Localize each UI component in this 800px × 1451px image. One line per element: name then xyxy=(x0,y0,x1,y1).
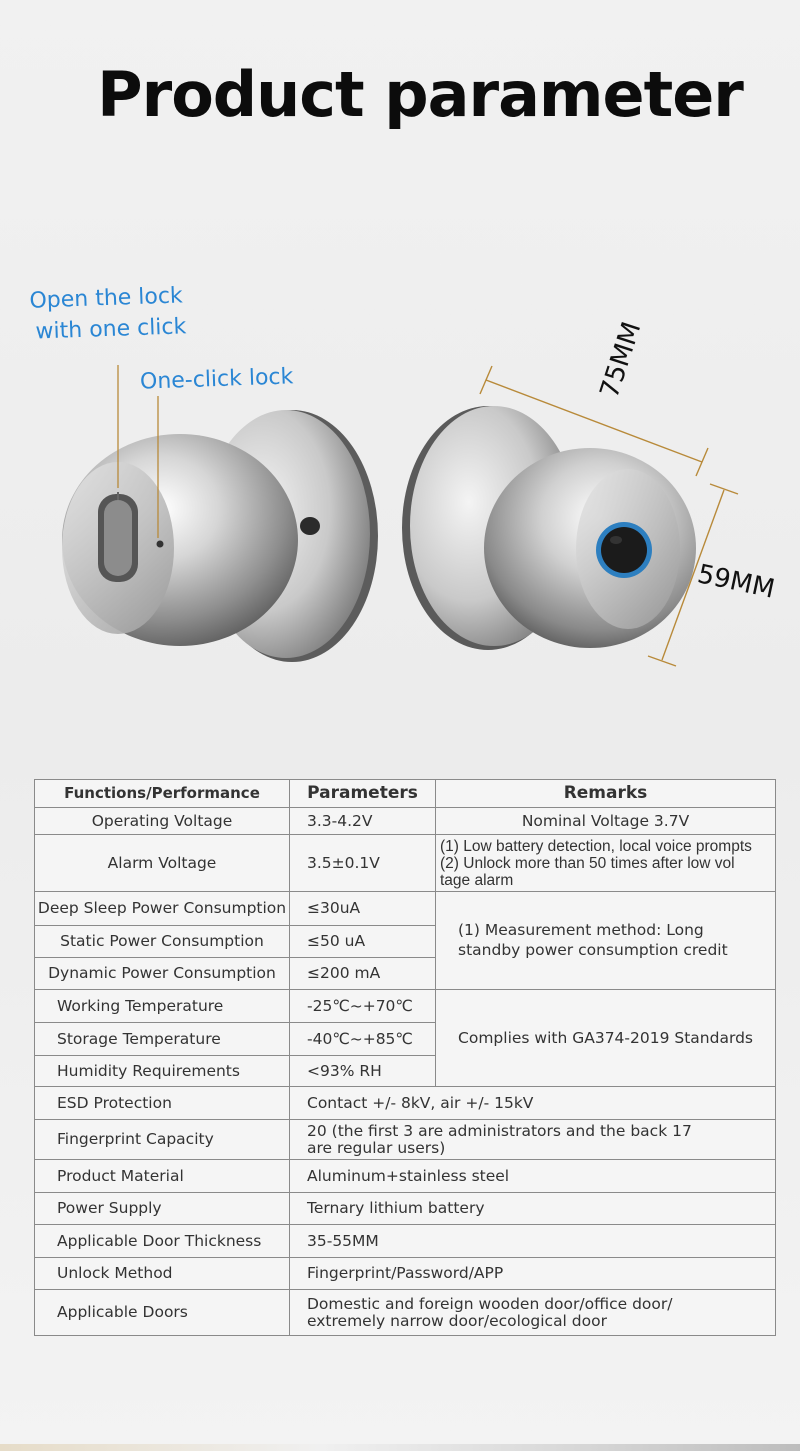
table-header-row xyxy=(35,780,776,808)
remark-line: tage alarm xyxy=(440,871,514,889)
remark-line: (1) Measurement method: Long xyxy=(458,921,704,939)
callout-open-lock xyxy=(29,280,187,347)
row-label: Working Temperature xyxy=(35,990,290,1023)
env-remark: Complies with GA374-2019 Standards xyxy=(436,990,776,1087)
left-lock-knob xyxy=(62,410,378,662)
row-label: Humidity Requirements xyxy=(35,1056,290,1087)
bottom-edge-strip xyxy=(0,1444,800,1451)
header-functions: Functions/Performance xyxy=(35,780,290,808)
callout-one-click-lock: One-click lock xyxy=(139,364,294,395)
row-remark: Nominal Voltage 3.7V xyxy=(436,808,776,835)
table-row xyxy=(35,1120,776,1160)
row-value: 3.5±0.1V xyxy=(290,835,436,892)
remark-line: (2) Unlock more than 50 times after low vol xyxy=(440,854,735,872)
row-value: 3.3-4.2V xyxy=(290,808,436,835)
dimension-label-width: 75MM xyxy=(594,318,648,402)
table-row xyxy=(35,1258,776,1290)
row-value: 35-55MM xyxy=(290,1225,776,1258)
fingerprint-sensor-icon xyxy=(601,527,647,573)
row-value: <93% RH xyxy=(290,1056,436,1087)
header-parameters: Parameters xyxy=(290,780,436,808)
row-label: Operating Voltage xyxy=(35,808,290,835)
value-line: Domestic and foreign wooden door/office door/ xyxy=(307,1294,673,1313)
row-value: Contact +/- 8kV, air +/- 15kV xyxy=(290,1087,776,1120)
row-label: Power Supply xyxy=(35,1193,290,1225)
remark-line: (1) Low battery detection, local voice prompts xyxy=(440,837,752,855)
header-remarks: Remarks xyxy=(436,780,776,808)
row-label: ESD Protection xyxy=(35,1087,290,1120)
table-row xyxy=(35,990,776,1023)
value-line: 20 (the first 3 are administrators and the back 17 xyxy=(307,1121,692,1140)
table-row xyxy=(35,1160,776,1193)
row-label: Deep Sleep Power Consumption xyxy=(35,892,290,926)
table-row xyxy=(35,1087,776,1120)
row-label: Unlock Method xyxy=(35,1258,290,1290)
row-value: Ternary lithium battery xyxy=(290,1193,776,1225)
row-label: Applicable Door Thickness xyxy=(35,1225,290,1258)
row-remark xyxy=(436,835,776,892)
row-label: Fingerprint Capacity xyxy=(35,1120,290,1160)
row-value: -40℃~+85℃ xyxy=(290,1023,436,1056)
value-line: extremely narrow door/ecological door xyxy=(307,1311,607,1330)
page-title: Product parameter xyxy=(97,58,743,131)
row-value xyxy=(290,1290,776,1336)
table-row xyxy=(35,892,776,926)
row-label: Static Power Consumption xyxy=(35,926,290,958)
callout-open-line2: with one click xyxy=(35,314,187,345)
value-line: are regular users) xyxy=(307,1138,446,1157)
spec-table xyxy=(34,779,776,1336)
row-value: -25℃~+70℃ xyxy=(290,990,436,1023)
row-label: Storage Temperature xyxy=(35,1023,290,1056)
remark-line: standby power consumption credit xyxy=(458,941,728,959)
row-value xyxy=(290,1120,776,1160)
row-label: Applicable Doors xyxy=(35,1290,290,1336)
row-label: Alarm Voltage xyxy=(35,835,290,892)
table-row xyxy=(35,1290,776,1336)
table-row xyxy=(35,1193,776,1225)
row-value: Aluminum+stainless steel xyxy=(290,1160,776,1193)
row-value: ≤30uA xyxy=(290,892,436,926)
power-remark xyxy=(436,892,776,990)
row-value: ≤200 mA xyxy=(290,958,436,990)
table-row xyxy=(35,1225,776,1258)
table-row xyxy=(35,808,776,835)
callout-open-line1: Open the lock xyxy=(29,283,184,314)
row-label: Product Material xyxy=(35,1160,290,1193)
table-row xyxy=(35,835,776,892)
dimension-label-height: 59MM xyxy=(694,559,778,605)
row-value: ≤50 uA xyxy=(290,926,436,958)
row-label: Dynamic Power Consumption xyxy=(35,958,290,990)
row-value: Fingerprint/Password/APP xyxy=(290,1258,776,1290)
